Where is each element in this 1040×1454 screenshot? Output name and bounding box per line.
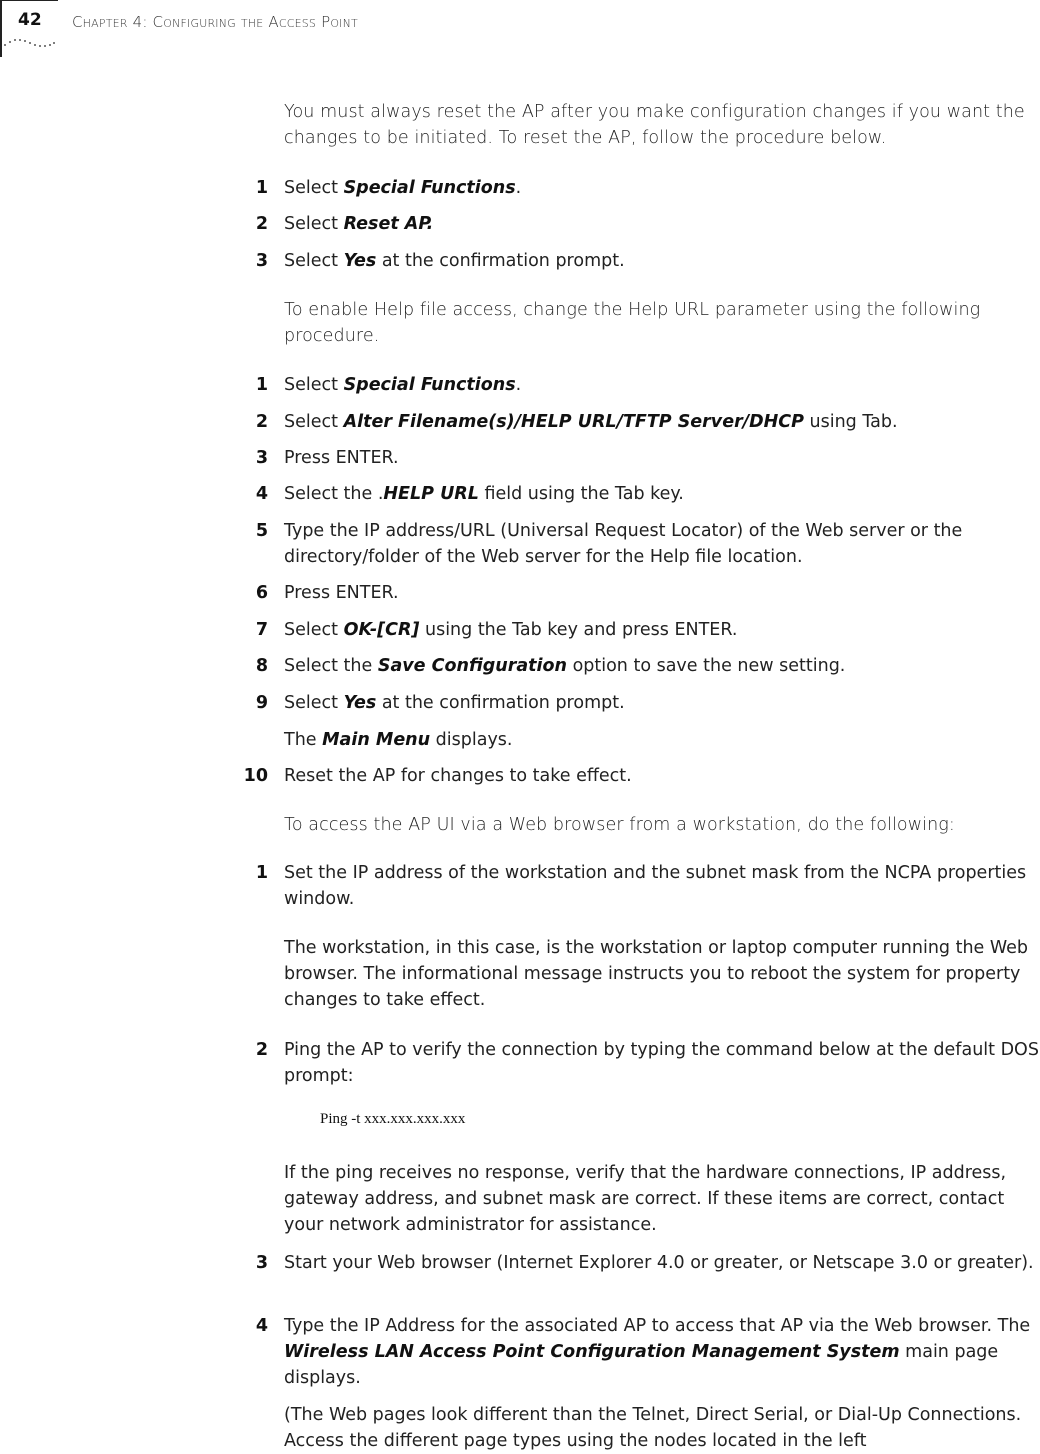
intro-web-paragraph: To access the AP UI via a Web browser from a workstation, do the following: xyxy=(284,815,955,835)
ping-command: Ping -t xxx.xxx.xxx.xxx xyxy=(320,1111,466,1127)
intro-reset-paragraph: You must always reset the AP after you make configuration changes if you want the changes to be initiated. To reset the AP, follow the procedure below. xyxy=(284,102,1025,148)
dotted-curve-decoration xyxy=(3,36,55,50)
page-number: 42 xyxy=(18,10,42,30)
intro-help-paragraph: To enable Help file access, change the Help URL parameter using the following procedure. xyxy=(284,300,981,346)
chapter-title: Chapter 4: Configuring the Access Point xyxy=(72,13,358,31)
